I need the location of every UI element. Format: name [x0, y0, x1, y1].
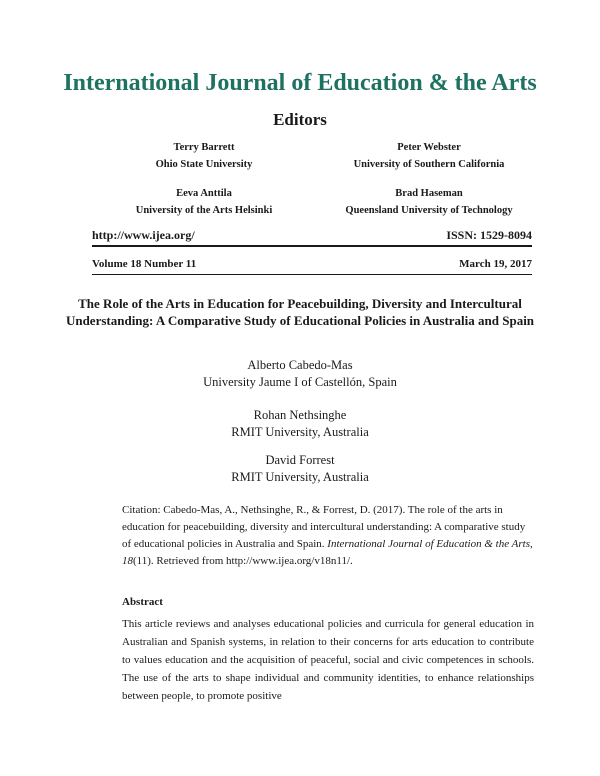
editor-name: Peter Webster [397, 142, 461, 153]
citation-volume: 18 [122, 555, 133, 567]
header-divider [92, 245, 532, 247]
citation [122, 502, 534, 570]
author-name: David Forrest [265, 453, 335, 467]
author-name: Alberto Cabedo-Mas [247, 358, 353, 372]
citation-issue[interactable]: (11). Retrieved from http://www.ijea.org/v18n11/. [133, 555, 353, 567]
journal-url-link[interactable]: http://www.ijea.org/ [92, 228, 195, 242]
editor-block [84, 139, 324, 173]
author-affiliation: RMIT University, Australia [231, 470, 369, 484]
editor-block [309, 185, 549, 219]
editors-heading: Editors [273, 110, 327, 129]
author-block [0, 452, 600, 486]
author-affiliation: RMIT University, Australia [231, 425, 369, 439]
editor-block [84, 185, 324, 219]
editor-affiliation: University of the Arts Helsinki [135, 205, 273, 216]
issn: ISSN: 1529-8094 [446, 228, 532, 242]
editor-name: Terry Barrett [173, 142, 235, 153]
publication-date: March 19, 2017 [459, 258, 532, 270]
author-name: Rohan Nethsinghe [253, 408, 347, 422]
citation-text: Citation: Cabedo-Mas, A., Nethsinghe, R., & Forrest, D. (2017). The role of the arts in education for peacebuilding, diversity and intercultural understanding: A comparative study of educational policies in Australia and Spain. [122, 504, 526, 550]
meta-divider [92, 274, 532, 275]
author-affiliation: University Jaume I of Castellón, Spain [203, 375, 397, 389]
volume-number: Volume 18 Number 11 [92, 258, 197, 270]
editor-affiliation: Queensland University of Technology [345, 205, 513, 216]
abstract-text: This article reviews and analyses educational policies and curricula for general education in Australian and Spanish systems, in relation to their concerns for arts education to contribute to values education and the acquisition of peaceful, social and civic competences in schools. The use of the arts to shape individual and community identities, to enhance relationships between people, to promote positive [122, 618, 534, 702]
editor-name: Brad Haseman [395, 188, 463, 199]
citation-journal: International Journal of Education & the Arts [327, 538, 530, 550]
editor-name: Eeva Anttila [176, 188, 232, 199]
citation-separator: , [529, 538, 533, 550]
paper-title: The Role of the Arts in Education for Peacebuilding, Diversity and Intercultural Understanding: A Comparative Study of Educational Policies in Australia and Spain [65, 296, 535, 328]
journal-title: International Journal of Education & the Arts [63, 70, 537, 96]
editor-affiliation: Ohio State University [155, 159, 253, 170]
author-block [0, 407, 600, 441]
editor-block [309, 139, 549, 173]
author-block [0, 357, 600, 391]
abstract-heading: Abstract [122, 596, 163, 608]
editor-affiliation: University of Southern California [353, 159, 505, 170]
